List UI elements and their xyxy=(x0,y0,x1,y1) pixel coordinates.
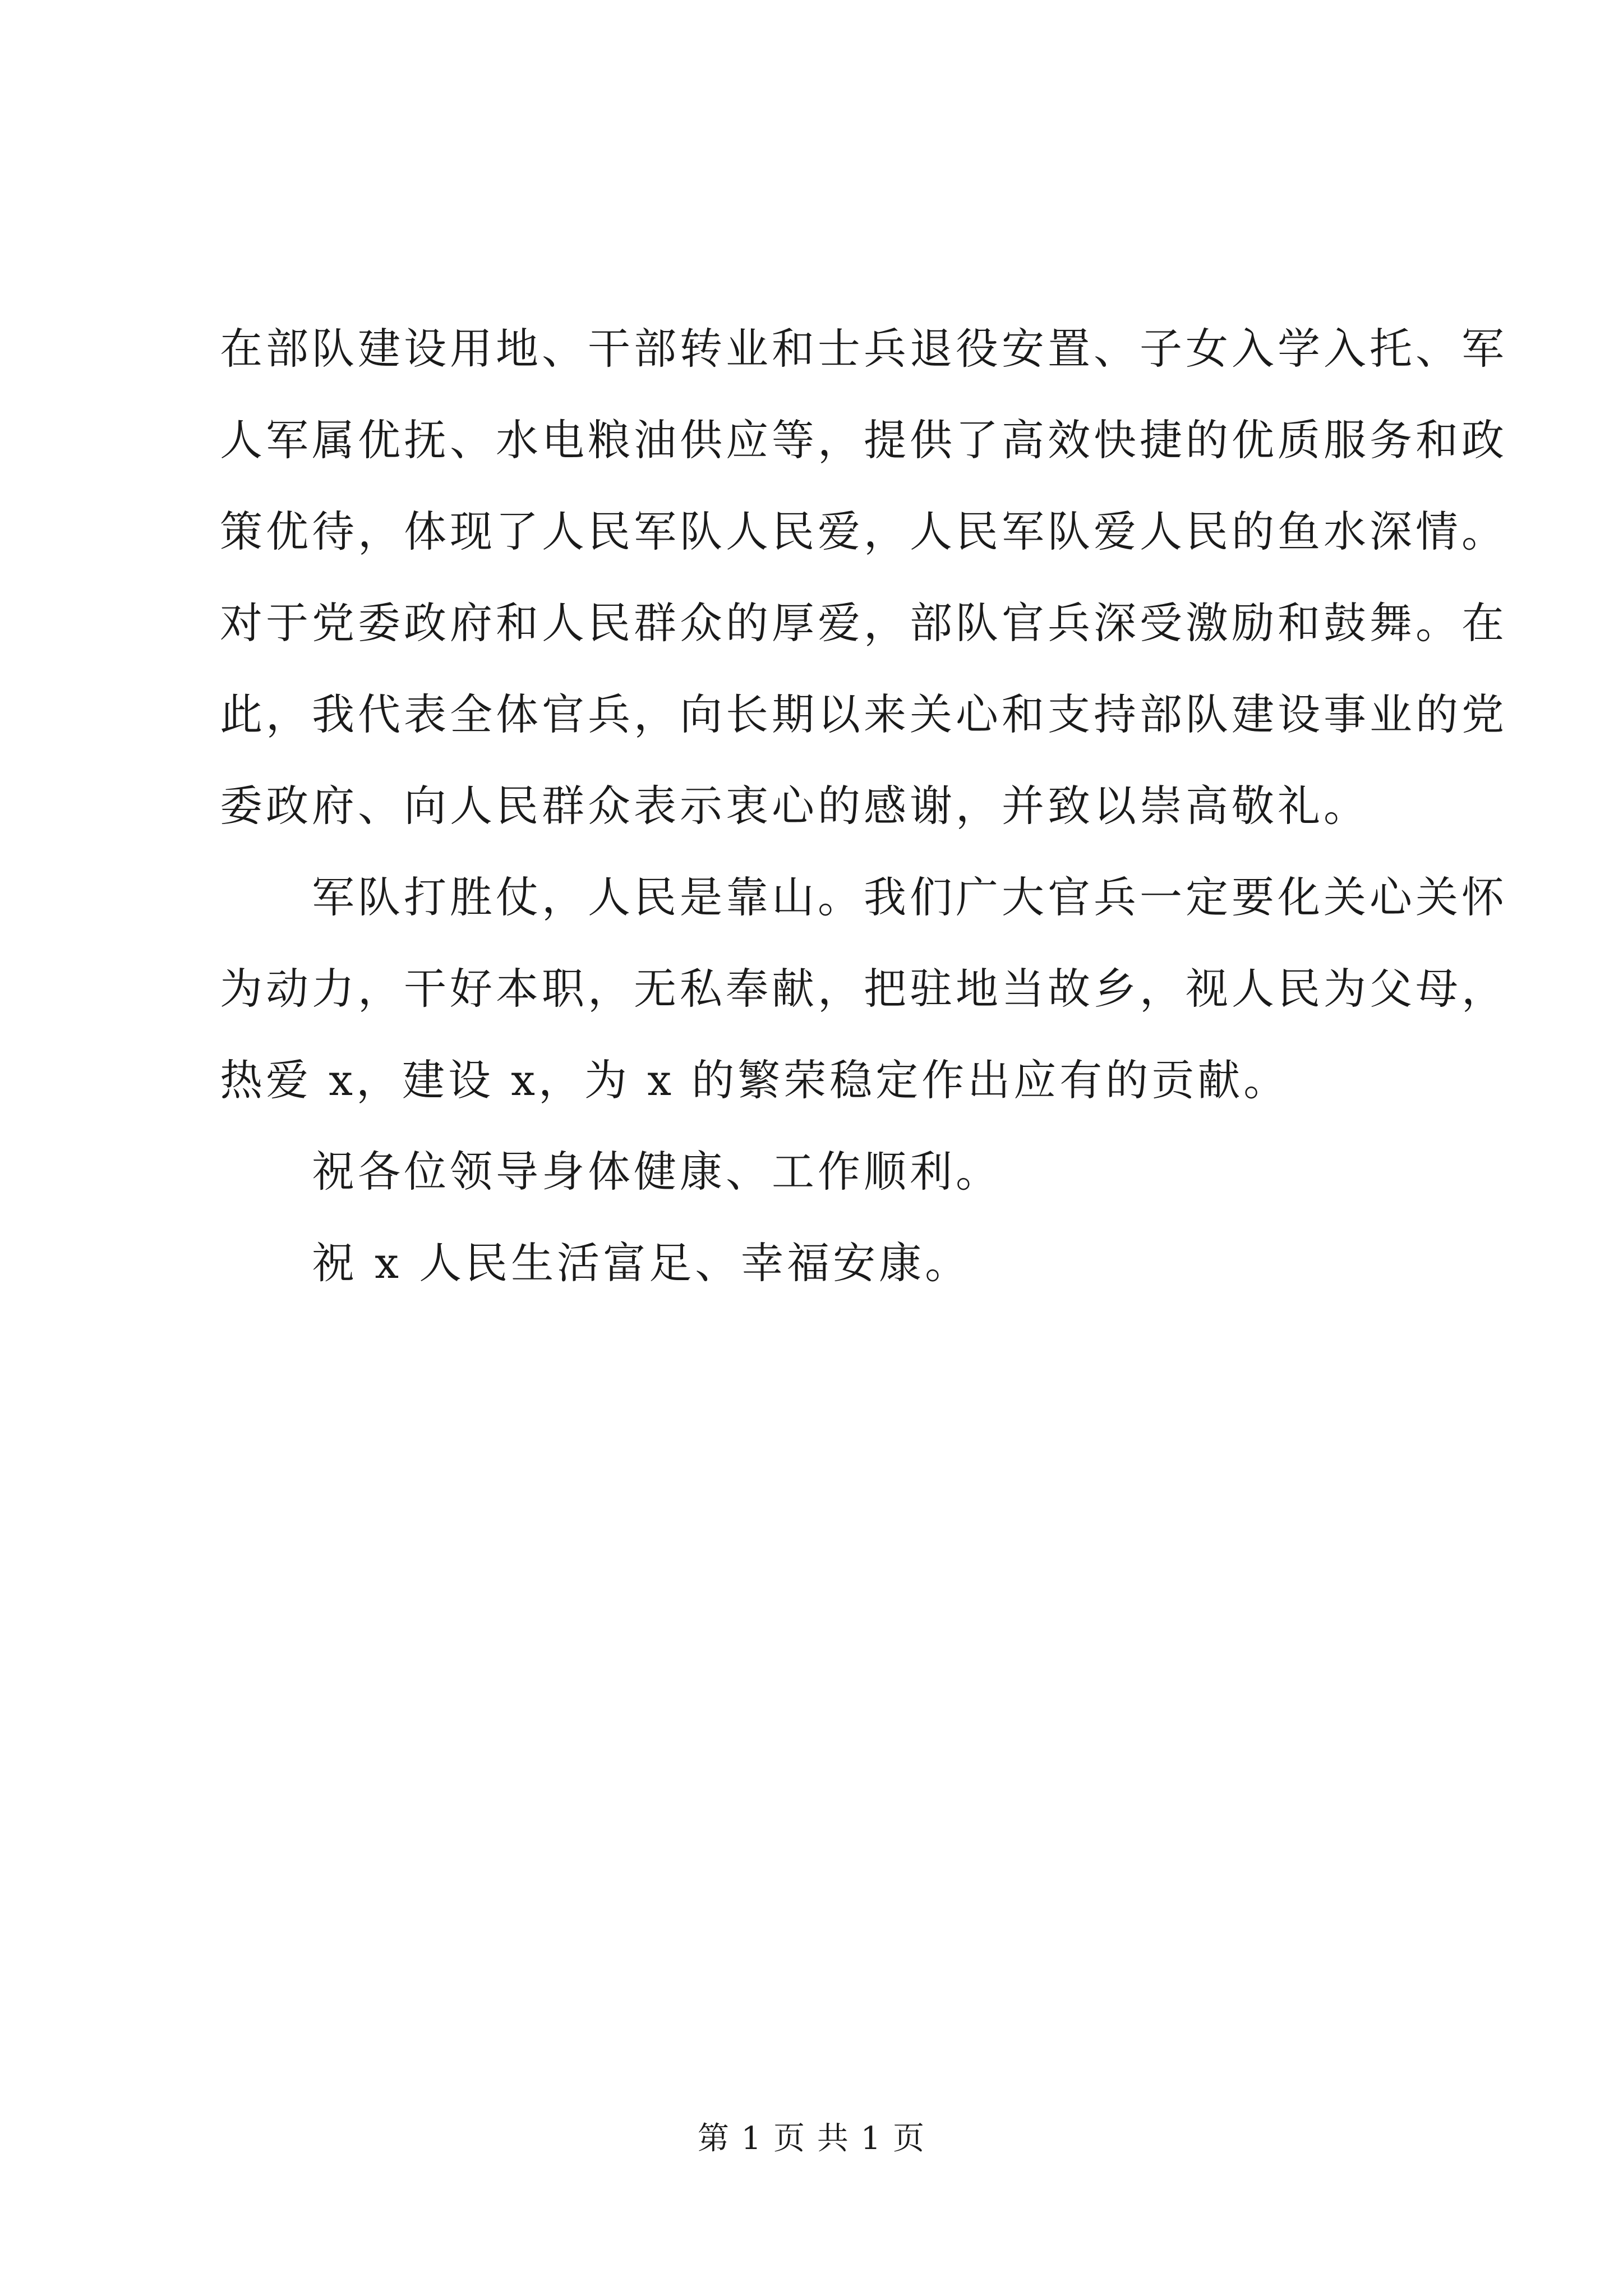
paragraph-line: 对于党委政府和人民群众的厚爱，部队官兵深受激励和鼓舞。在 xyxy=(220,598,1507,648)
document-body xyxy=(220,303,1507,1309)
paragraph-line: 在部队建设用地、干部转业和士兵退役安置、子女入学入托、军 xyxy=(220,324,1507,374)
paragraph-line: 热爱 x，建设 x，为 x 的繁荣稳定作出应有的贡献。 xyxy=(220,1055,1290,1105)
paragraph-2 xyxy=(220,852,1507,1126)
page-footer: 第 1 页 共 1 页 xyxy=(697,2120,926,2157)
paragraph-line: 祝 x 人民生活富足、幸福安康。 xyxy=(312,1238,971,1288)
paragraph-4 xyxy=(220,1217,1411,1309)
paragraph-line: 祝各位领导身体健康、工作顺利。 xyxy=(312,1147,1002,1197)
paragraph-1 xyxy=(220,303,1507,852)
paragraph-3 xyxy=(220,1126,1411,1217)
paragraph-line: 此，我代表全体官兵，向长期以来关心和支持部队建设事业的党 xyxy=(220,689,1507,739)
paragraph-line: 策优待，体现了人民军队人民爱，人民军队爱人民的鱼水深情。 xyxy=(220,507,1507,556)
paragraph-line: 人军属优抚、水电粮油供应等，提供了高效快捷的优质服务和政 xyxy=(220,415,1507,465)
paragraph-line: 为动力，干好本职，无私奉献，把驻地当故乡，视人民为父母， xyxy=(220,964,1507,1014)
paragraph-line: 委政府、向人民群众表示衷心的感谢，并致以崇高敬礼。 xyxy=(220,781,1370,831)
paragraph-line: 军队打胜仗，人民是靠山。我们广大官兵一定要化关心关怀 xyxy=(312,872,1507,922)
